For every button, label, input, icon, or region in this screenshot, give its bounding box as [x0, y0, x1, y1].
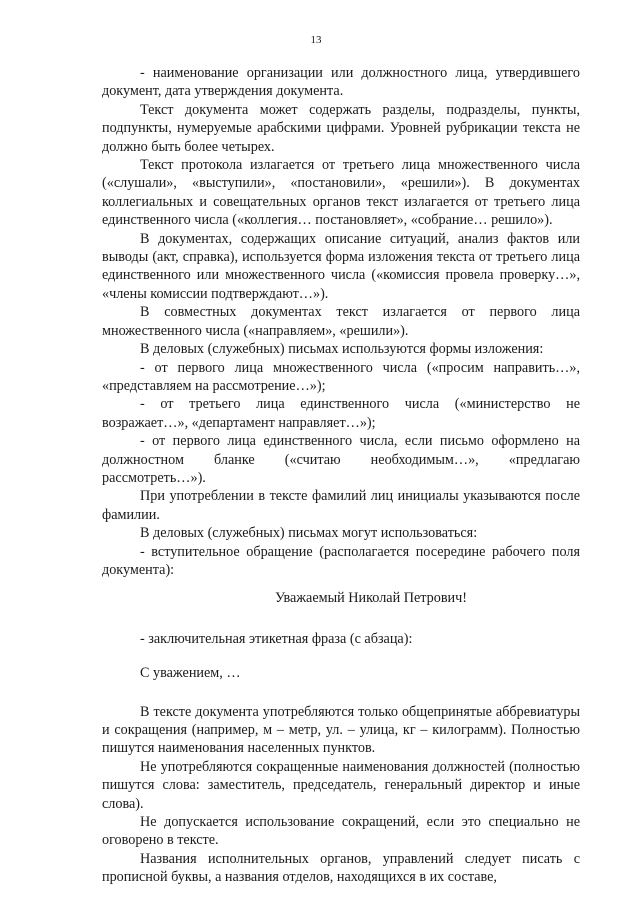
list-item: - от первого лица единственного числа, если письмо оформлено на должностном бланке («считаю необходимым…», «предлагаю рассмотреть…»).: [102, 433, 580, 486]
paragraph: В документах, содержащих описание ситуаций, анализ фактов или выводы (акт, справка), используется форма изложения текста от третьего лица единственного или множественного числа («комиссия провела проверку…», «члены комиссии подтверждают…»).: [102, 230, 580, 302]
paragraph: При употреблении в тексте фамилий лиц инициалы указываются после фамилии.: [102, 488, 580, 523]
list-item: - заключительная этикетная фраза (с абзаца):: [140, 630, 413, 647]
list-item: - вступительное обращение (располагается посередине рабочего поля документа):: [102, 543, 580, 578]
paragraph: Не допускается использование сокращений, если это специально не оговорено в тексте.: [102, 814, 580, 849]
list-item: - от первого лица множественного числа («просим направить…», «представляем на рассмотрение…»);: [102, 359, 580, 394]
document-body: [102, 64, 580, 887]
paragraph: В деловых (служебных) письмах могут использоваться:: [140, 525, 478, 542]
page-number: 13: [310, 34, 322, 46]
salutation-example: Уважаемый Николай Петрович!: [275, 590, 467, 607]
closing-phrase-example: С уважением, …: [140, 665, 241, 682]
list-item: - от третьего лица единственного числа («министерство не возражает…», «департамент направляет…»);: [102, 396, 580, 431]
paragraph: В деловых (служебных) письмах используются формы изложения:: [140, 341, 544, 358]
paragraph: Текст документа может содержать разделы, подразделы, пункты, подпункты, нумеруемые арабскими цифрами. Уровней рубрикации текста не должно быть более четырех.: [102, 101, 580, 155]
paragraph: В тексте документа употребляются только общепринятые аббревиатуры и сокращения (например, м – метр, ул. – улица, кг – килограмм). Полностью пишутся наименования населенных пунктов.: [102, 703, 580, 757]
paragraph: - наименование организации или должностного лица, утвердившего документ, дата утверждения документа.: [102, 65, 580, 100]
paragraph: В совместных документах текст излагается от первого лица множественного числа («направляем», «решили»).: [102, 304, 580, 339]
paragraph: Названия исполнительных органов, управлений следует писать с прописной буквы, а названия отделов, находящихся в их составе,: [102, 850, 580, 886]
paragraph: Текст протокола излагается от третьего лица множественного числа («слушали», «выступили», «постановили», «решили»). В документах коллегиальных и совещательных органов текст излагается от третьего лица единственного числа («коллегия… постановляет», «собрание… решило»).: [102, 157, 580, 229]
paragraph: Не употребляются сокращенные наименования должностей (полностью пишутся слова: заместитель, председатель, генеральный директор и иные слова).: [102, 758, 580, 812]
